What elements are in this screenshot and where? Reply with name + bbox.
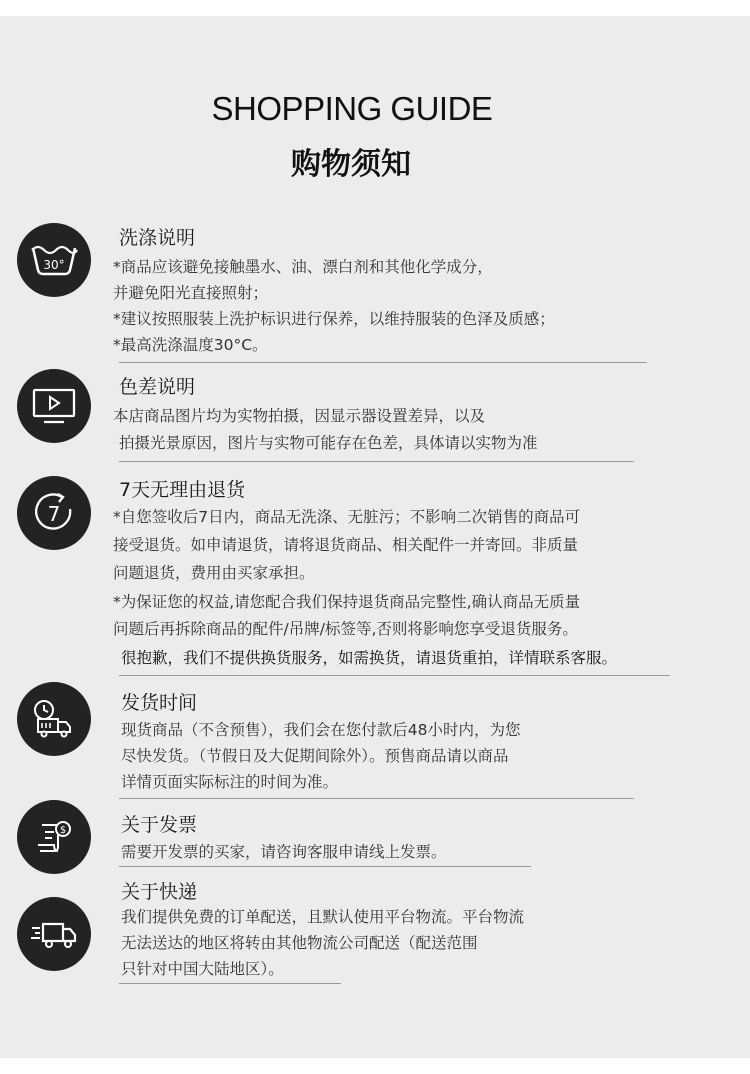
return-days-text: 7: [47, 502, 61, 526]
section-divider: [119, 461, 634, 462]
delivery-line: 我们提供免费的订单配送，且默认使用平台物流。平台物流: [121, 908, 525, 926]
section-divider: [119, 675, 670, 676]
invoice-icon: [17, 800, 91, 874]
shipping-line: 尽快发货。（节假日及大促期间除外）。预售商品请以商品: [121, 747, 509, 765]
shipping-line: 现货商品（不含预售），我们会在您付款后48小时内，为您: [121, 721, 521, 739]
return-line: 接受退货。如申请退货，请将退货商品、相关配件一并寄回。非质量: [113, 536, 579, 554]
section-heading-return: 7天无理由退货: [119, 479, 246, 501]
page-title-en: SHOPPING GUIDE: [211, 90, 493, 127]
svg-text:$: $: [59, 825, 67, 836]
fast-delivery-truck-icon: [17, 897, 91, 971]
monitor-play-icon: [17, 369, 91, 443]
return-line: 很抱歉，我们不提供换货服务，如需换货，请退货重拍，详情联系客服。: [121, 649, 618, 667]
section-divider: [119, 362, 647, 363]
washing-line: *商品应该避免接触墨水、油、漂白剂和其他化学成分，: [113, 258, 493, 276]
return-line: 问题退货，费用由买家承担。: [113, 564, 315, 582]
delivery-clock-truck-icon: [17, 682, 91, 756]
color-line: 本店商品图片均为实物拍摄，因显示器设置差异，以及: [113, 407, 486, 425]
delivery-line: 无法送达的地区将转由其他物流公司配送（配送范围: [121, 934, 478, 952]
section-divider: [119, 983, 341, 984]
section-heading-delivery: 关于快递: [121, 881, 198, 903]
return-line: *为保证您的权益,请您配合我们保持退货商品完整性,确认商品无质量: [113, 593, 581, 611]
section-heading-invoice: 关于发票: [121, 814, 198, 836]
return-line: *自您签收后7日内，商品无洗涤、无脏污；不影响二次销售的商品可: [113, 508, 581, 526]
washing-line: 并避免阳光直接照射；: [113, 284, 269, 302]
section-divider: [119, 798, 634, 799]
section-heading-color: 色差说明: [119, 376, 196, 398]
shipping-line: 详情页面实际标注的时间为准。: [121, 773, 339, 791]
washing-line: *最高洗涤温度30°C。: [113, 336, 268, 354]
section-heading-washing: 洗涤说明: [119, 227, 196, 249]
page-title-cn: 购物须知: [291, 147, 411, 182]
washing-line: *建议按照服装上洗护标识进行保养，以维持服装的色泽及质感；: [113, 310, 555, 328]
section-heading-shipping: 发货时间: [121, 692, 198, 714]
color-line: 拍摄光景原因，图片与实物可能存在色差，具体请以实物为准: [119, 434, 538, 452]
wash-temp-text: 30°: [43, 258, 65, 272]
invoice-line: 需要开发票的买家，请咨询客服申请线上发票。: [121, 843, 447, 861]
delivery-line: 只针对中国大陆地区）。: [121, 960, 284, 978]
section-divider: [119, 866, 531, 867]
wash-30-degree-icon: [17, 223, 91, 297]
seven-day-return-icon: [17, 476, 91, 550]
return-line: 问题后再拆除商品的配件/吊牌/标签等,否则将影响您享受退货服务。: [113, 620, 578, 638]
